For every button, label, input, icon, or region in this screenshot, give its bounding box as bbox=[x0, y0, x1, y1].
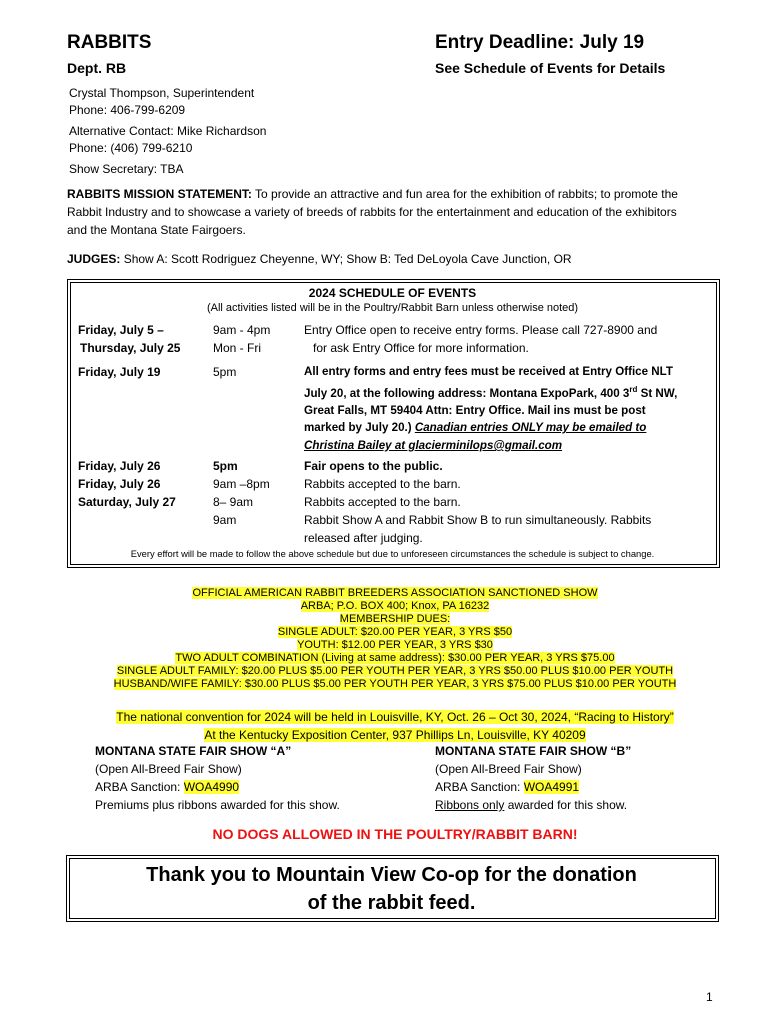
row-2-desc-line-4 bbox=[304, 419, 714, 437]
row-1-date-end: Thursday, July 25 bbox=[80, 341, 181, 355]
contact-block bbox=[69, 85, 266, 178]
row-3-date-2: Friday, July 26 bbox=[78, 477, 161, 491]
show-a-sanction-number: WOA4990 bbox=[183, 780, 240, 794]
show-b-block bbox=[435, 742, 631, 814]
page-title: RABBITS bbox=[67, 32, 152, 53]
schedule-title: 2024 SCHEDULE OF EVENTS bbox=[308, 286, 477, 300]
row-3-desc-2: Rabbits accepted to the barn. bbox=[304, 477, 461, 491]
row-3-time-2: 9am –8pm bbox=[213, 477, 270, 491]
arba-info bbox=[60, 587, 730, 691]
schedule-row-2-desc bbox=[304, 363, 714, 454]
row-3-desc-3: Rabbits accepted to the barn. bbox=[304, 495, 461, 509]
row-3-time-4: 9am bbox=[213, 513, 237, 527]
row-2-postmark: marked by July 20.) bbox=[304, 421, 415, 435]
alternate-contact: Alternative Contact: Mike Richardson bbox=[69, 124, 267, 138]
see-schedule-note: See Schedule of Events for Details bbox=[435, 60, 666, 76]
schedule-row-1-date bbox=[78, 321, 180, 357]
thanks-message bbox=[66, 861, 717, 917]
show-secretary: Show Secretary: TBA bbox=[69, 162, 184, 176]
show-b-premiums-rest: awarded for this show. bbox=[504, 798, 628, 812]
show-a-premiums: Premiums plus ribbons awarded for this show. bbox=[95, 798, 340, 812]
row-3-date-3: Saturday, July 27 bbox=[78, 495, 176, 509]
row-1-days: Mon - Fri bbox=[213, 341, 261, 355]
row-2-address-sup: rd bbox=[629, 384, 638, 394]
show-b-sanction-number: WOA4991 bbox=[523, 780, 580, 794]
judges-line bbox=[67, 250, 572, 268]
schedule-row-1-time bbox=[213, 321, 270, 357]
judges-text: Show A: Scott Rodriguez Cheyenne, WY; Show B: Ted DeLoyola Cave Junction, OR bbox=[123, 252, 572, 266]
arba-line-7: SINGLE ADULT FAMILY: $20.00 PLUS $5.00 PER YOUTH PER YEAR, 3 YRS $50.00 PLUS $10.00 PER YOUTH bbox=[116, 665, 674, 677]
show-a-block bbox=[95, 742, 340, 814]
row-1-time: 9am - 4pm bbox=[213, 323, 271, 337]
show-b-ribbons-only: Ribbons only bbox=[435, 798, 505, 812]
show-a-sanction bbox=[95, 778, 340, 796]
arba-line-2: ARBA; P.O. BOX 400; Knox, PA 16232 bbox=[300, 600, 490, 612]
arba-line-3: MEMBERSHIP DUES: bbox=[339, 613, 451, 625]
arba-line-1: OFFICIAL AMERICAN RABBIT BREEDERS ASSOCIATION SANCTIONED SHOW bbox=[192, 587, 598, 599]
convention-info bbox=[60, 708, 730, 744]
arba-line-4: SINGLE ADULT: $20.00 PER YEAR, 3 YRS $50 bbox=[277, 626, 513, 638]
row-1-desc-line-1: Entry Office open to receive entry forms. Please call 727-8900 and bbox=[304, 323, 658, 337]
schedule-row-2-time: 5pm bbox=[213, 365, 237, 379]
schedule-row-1-desc bbox=[304, 321, 709, 357]
superintendent-phone: Phone: 406-799-6209 bbox=[69, 103, 186, 117]
no-dogs-warning: NO DOGS ALLOWED IN THE POULTRY/RABBIT BARN! bbox=[212, 826, 578, 842]
show-b-sanction-label: ARBA Sanction: bbox=[435, 780, 524, 794]
row-3-desc-1: Fair opens to the public. bbox=[304, 459, 443, 473]
schedule-subtitle: (All activities listed will be in the Poultry/Rabbit Barn unless otherwise noted) bbox=[206, 302, 579, 314]
schedule-row-2-date: Friday, July 19 bbox=[78, 365, 161, 379]
thanks-line-1: Thank you to Mountain View Co-op for the donation bbox=[146, 864, 637, 886]
row-1-desc-line-2: for ask Entry Office for more information. bbox=[313, 341, 529, 355]
thanks-line-2: of the rabbit feed. bbox=[307, 892, 476, 914]
page-number: 1 bbox=[706, 990, 713, 1004]
canadian-email-contact: Christina Bailey at glacierminilops@gmail.com bbox=[304, 438, 563, 452]
arba-line-6: TWO ADULT COMBINATION (Living at same address): $30.00 PER YEAR, 3 YRS $75.00 bbox=[175, 652, 615, 664]
row-3-desc-4: Rabbit Show A and Rabbit Show B to run simultaneously. Rabbits bbox=[304, 513, 652, 527]
row-3-date-1: Friday, July 26 bbox=[78, 459, 161, 473]
entry-deadline: Entry Deadline: July 19 bbox=[435, 32, 645, 53]
judges-label: JUDGES: bbox=[67, 252, 121, 266]
mission-line-1: To provide an attractive and fun area for the exhibition of rabbits; to promote the bbox=[255, 187, 678, 201]
schedule-row-3-times bbox=[213, 457, 270, 529]
row-1-date-start: Friday, July 5 – bbox=[78, 323, 164, 337]
mission-line-3: and the Montana State Fairgoers. bbox=[67, 223, 246, 237]
row-2-desc-line-1: All entry forms and entry fees must be received at Entry Office NLT bbox=[304, 365, 673, 378]
row-3-time-3: 8– 9am bbox=[213, 495, 254, 509]
show-a-type: (Open All-Breed Fair Show) bbox=[95, 762, 242, 776]
arba-line-5: YOUTH: $12.00 PER YEAR, 3 YRS $30 bbox=[297, 639, 493, 651]
alternate-phone: Phone: (406) 799-6210 bbox=[69, 141, 193, 155]
arba-line-8: HUSBAND/WIFE FAMILY: $30.00 PLUS $5.00 PER YOUTH PER YEAR, 3 YRS $75.00 PLUS $10.00 PER YOUTH bbox=[113, 678, 677, 690]
row-2-desc-line-2 bbox=[304, 381, 714, 402]
row-2-desc-line-3: Great Falls, MT 59404 Attn: Entry Office. Mail ins must be post bbox=[304, 403, 646, 417]
department-code: Dept. RB bbox=[67, 60, 127, 76]
schedule-row-3-desc bbox=[304, 457, 709, 547]
schedule-row-3-dates bbox=[78, 457, 176, 511]
show-a-title: MONTANA STATE FAIR SHOW “A” bbox=[95, 744, 292, 758]
row-2-address-part-2: St NW, bbox=[637, 386, 678, 400]
mission-label: RABBITS MISSION STATEMENT: bbox=[67, 187, 252, 201]
row-2-address-part-1: July 20, at the following address: Montana ExpoPark, 400 3 bbox=[304, 386, 630, 400]
schedule-footnote: Every effort will be made to follow the above schedule but due to unforeseen circumstances the schedule is subject to change. bbox=[130, 548, 655, 559]
mission-line-2: Rabbit Industry and to showcase a variety of breeds of rabbits for the entertainment and education of the exhibitors bbox=[67, 205, 677, 219]
superintendent-name: Crystal Thompson, Superintendent bbox=[69, 86, 255, 100]
show-a-sanction-label: ARBA Sanction: bbox=[95, 780, 184, 794]
show-b-type: (Open All-Breed Fair Show) bbox=[435, 762, 582, 776]
convention-line-1: The national convention for 2024 will be held in Louisville, KY, Oct. 26 – Oct 30, 2024, “Racing to History” bbox=[116, 710, 674, 724]
row-3-desc-5: released after judging. bbox=[304, 531, 423, 545]
convention-line-2: At the Kentucky Exposition Center, 937 Phillips Ln, Louisville, KY 40209 bbox=[204, 728, 586, 742]
show-b-title: MONTANA STATE FAIR SHOW “B” bbox=[435, 744, 632, 758]
canadian-entries-note: Canadian entries ONLY may be emailed to bbox=[414, 421, 647, 435]
mission-statement bbox=[67, 185, 727, 239]
show-b-premiums bbox=[435, 796, 631, 814]
show-b-sanction bbox=[435, 778, 631, 796]
row-3-time-1: 5pm bbox=[213, 459, 238, 473]
